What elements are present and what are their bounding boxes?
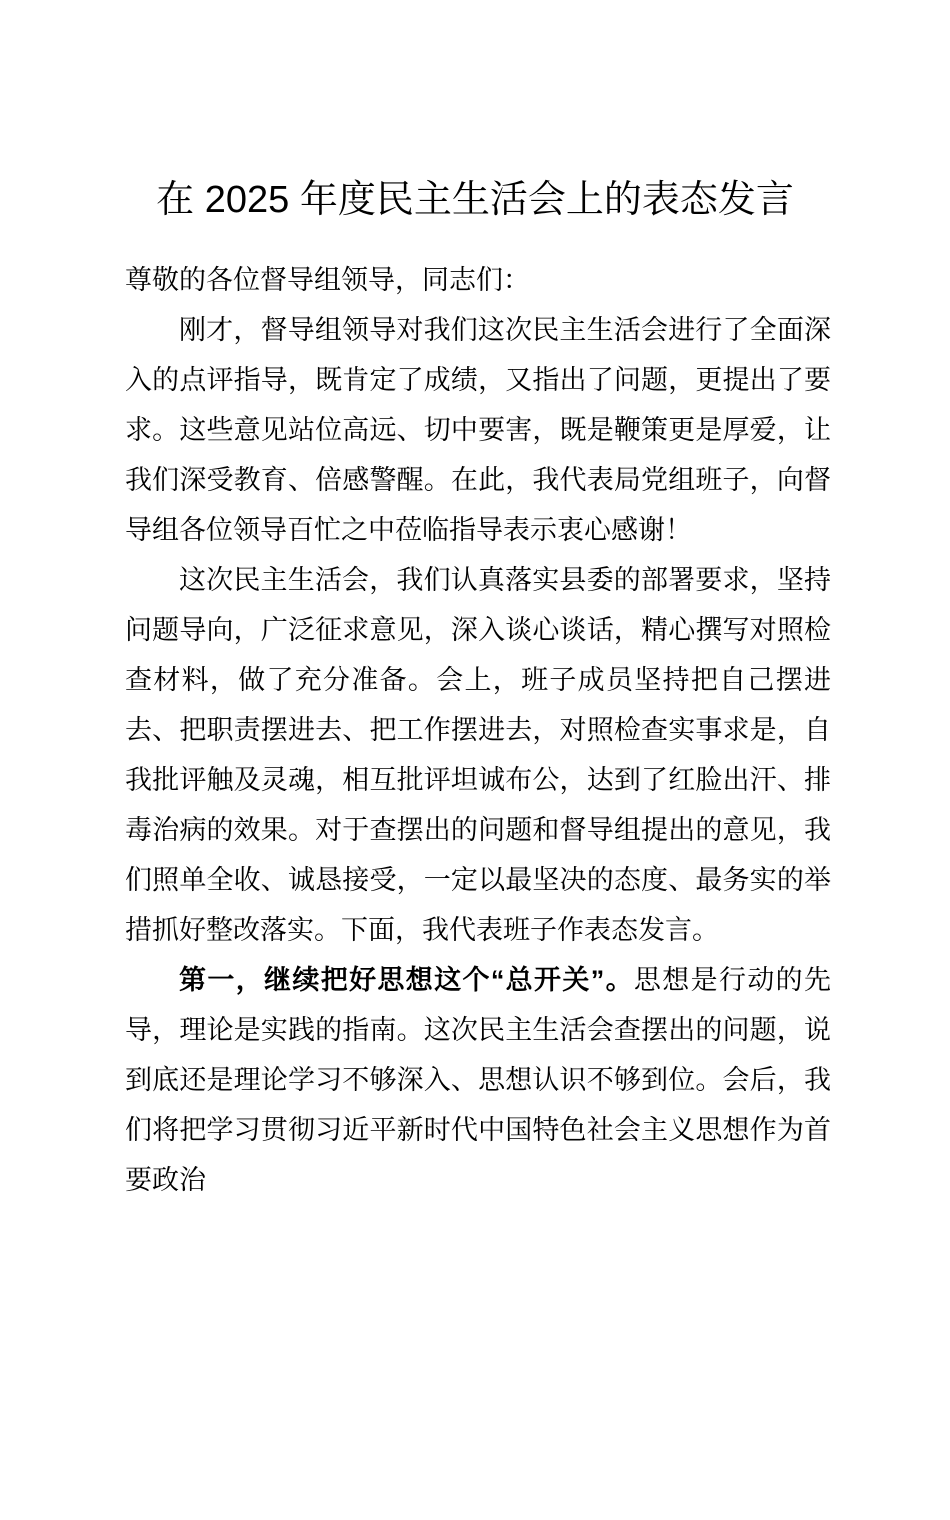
document-page [0,176,950,1520]
body-paragraph: 这次民主生活会，我们认真落实县委的部署要求，坚持问题导向，广泛征求意见，深入谈心谈话，精心撰写对照检查材料，做了充分准备。会上，班子成员坚持把自己摆进去、把职责摆进去、把工作摆进去，对照检查实事求是，自我批评触及灵魂，相互批评坦诚布公，达到了红脸出汗、排毒治病的效果。对于查摆出的问题和督导组提出的意见，我们照单全收、诚恳接受，一定以最坚决的态度、最务实的举措抓好整改落实。下面，我代表班子作表态发言。 [125,565,831,945]
paragraph-bold-lead: 第一，继续把好思想这个“总开关”。 [179,965,634,995]
body-paragraph: 刚才，督导组领导对我们这次民主生活会进行了全面深入的点评指导，既肯定了成绩，又指出了问题，更提出了要求。这些意见站位高远、切中要害，既是鞭策更是厚爱，让我们深受教育、倍感警醒。在此，我代表局党组班子，向督导组各位领导百忙之中莅临指导表示衷心感谢！ [125,315,831,545]
document-body [125,255,831,1205]
salutation-paragraph: 尊敬的各位督导组领导，同志们： [125,265,530,295]
paragraph-text: 思想是行动的先导，理论是实践的指南。这次民主生活会查摆出的问题，说到底还是理论学习不够深入、思想认识不够到位。会后，我们将把学习贯彻习近平新时代中国特色社会主义思想作为首要政治 [125,965,832,1195]
document-title: 在 2025 年度民主生活会上的表态发言 [156,179,794,221]
body-paragraph [125,955,831,1205]
